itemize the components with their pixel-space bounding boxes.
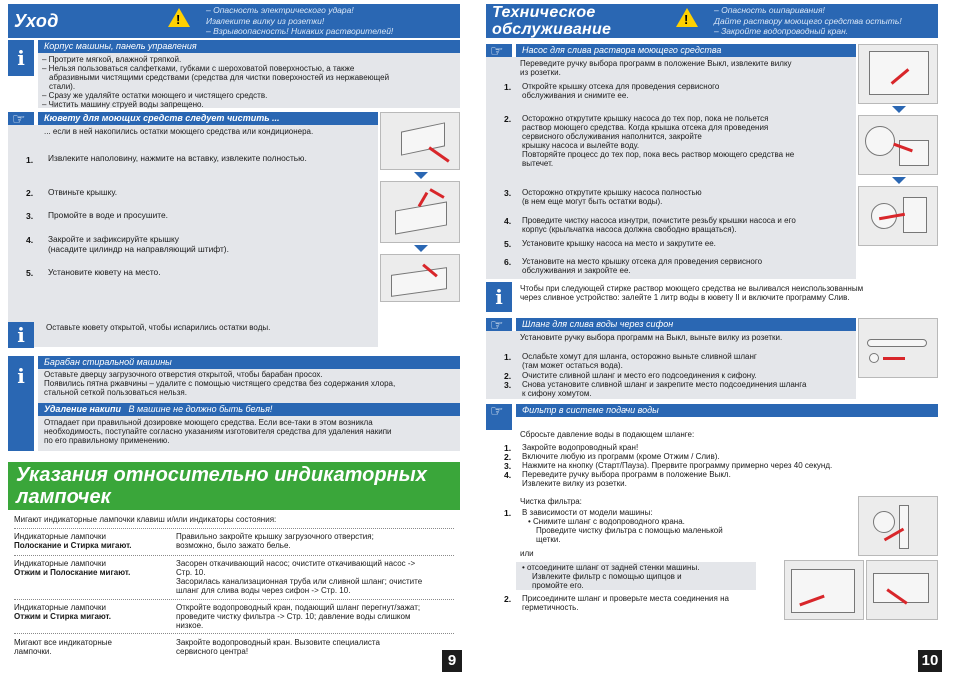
warning-text: – Опасность ошпаривания! Дайте раствору моющего средства остыть! – Закройте водопроводный кран.: [714, 5, 902, 36]
section-bar-body: Корпус машины, панель управления: [38, 40, 460, 53]
drawer-intro: ... если в ней накопились остатки моющего средства или кондиционера.: [44, 127, 314, 136]
drawer-illustration-3: [380, 254, 460, 302]
step-text: Осторожно открутите крышку насоса полностью (в нем еще могут быть остатки воды).: [522, 188, 702, 206]
step-number: 2.: [504, 594, 512, 604]
filter-illustration-3: [866, 560, 938, 620]
step-text: Извлеките наполовину, нажмите на вставку, извлеките полностью.: [48, 153, 307, 163]
step-number: 4.: [504, 470, 512, 480]
care-header: [8, 4, 460, 38]
step-number: 5.: [26, 268, 34, 278]
warning-icon: [168, 8, 190, 27]
step-text: Извлеките вилку из розетки.: [522, 479, 627, 488]
descaling-text: Отпадает при правильной дозировке моющего средства. Если все-таки в этом возникла необходимость, поступайте согласно указаниям изготовителя средства для удаления накипи по его правильному применению.: [44, 418, 392, 445]
section-bar-drum: Барабан стиральной машины: [38, 356, 460, 369]
step-number: 1.: [504, 82, 512, 92]
page-title: Техническое обслуживание: [492, 4, 612, 38]
pump-illustration-1: [858, 44, 938, 104]
step-number: 3.: [26, 211, 34, 221]
info-icon: i: [8, 322, 34, 348]
step-text: Переведите ручку выбора программ в положение Выкл.: [522, 470, 731, 479]
page-gutter: [470, 0, 484, 675]
indicators-intro: Мигают индикаторные лампочки клавиш и/или индикаторы состояния:: [14, 515, 277, 524]
filter-intro: Сбросьте давление воды в подающем шланге:: [520, 430, 695, 439]
step-text: Промойте в воде и просушите.: [48, 210, 168, 220]
step-text: Закройте водопроводный кран!: [522, 443, 639, 452]
table-cell-condition: Мигают все индикаторные лампочки.: [14, 638, 112, 656]
info-icon: i: [8, 40, 34, 76]
drawer-illustration-2: [380, 181, 460, 243]
filter-clean-title: Чистка фильтра:: [520, 497, 582, 506]
section-bar-filter: Фильтр в системе подачи воды: [516, 404, 938, 417]
step-text: Снова установите сливной шланг и закрепите место подсоединения шланга к сифону хомутом.: [522, 380, 807, 398]
step-text: Откройте крышку отсека для проведения сервисного обслуживания и снимите ее.: [522, 82, 720, 100]
warning-icon: [676, 8, 698, 27]
step-text: Ослабьте хомут для шланга, осторожно выньте сливной шланг (там может остаться вода).: [522, 352, 757, 370]
step-text: Включите любую из программ (кроме Отжим / Слив).: [522, 452, 720, 461]
arrow-down-icon: [892, 106, 906, 113]
table-cell-action: Откройте водопроводный кран, подающий шланг перегнут/зажат; проведите чистку фильтра -> Стр. 10; давление воды слишком низкое.: [176, 603, 421, 630]
step-text: • отсоедините шланг от задней стенки машины. Извлеките фильтр с помощью щипцов и промойте его.: [522, 563, 700, 590]
drawer-note: Оставьте кювету открытой, чтобы испарились остатки воды.: [46, 323, 271, 332]
step-number: 2.: [504, 452, 512, 462]
pump-note: Чтобы при следующей стирке раствор моющего средства не выливался неиспользованным через сливное устройство: залейте 1 литр воды в кювету II и включите программу Слив.: [520, 284, 864, 302]
step-text: (насадите цилиндр на направляющий штифт).: [48, 244, 229, 254]
step-number: 5.: [504, 239, 512, 249]
maintenance-header: [486, 4, 938, 38]
indicators-banner: Указания относительно индикаторных лампочек: [8, 462, 460, 510]
table-cell-condition: Индикаторные лампочки Отжим и Полоскание мигают.: [14, 559, 131, 577]
table-divider: [14, 528, 454, 529]
step-text: или: [520, 549, 534, 558]
pump-illustration-3: [858, 186, 938, 246]
hose-illustration: [858, 318, 938, 378]
drum-text: Оставьте дверцу загрузочного отверстия открытой, чтобы барабан просох. Появились пятна ржавчины – удалите с помощью чистящего средства без содержания хлора, стальной сеткой пользоваться нельзя.: [44, 370, 396, 397]
step-number: 1.: [504, 443, 512, 453]
step-number: 1.: [504, 508, 512, 518]
step-number: 4.: [504, 216, 512, 226]
table-divider: [14, 633, 454, 634]
page-title: Уход: [14, 11, 59, 31]
filter-illustration-1: [858, 496, 938, 556]
step-number: 6.: [504, 257, 512, 267]
step-text: Установите кювету на место.: [48, 267, 161, 277]
step-number: 3.: [504, 188, 512, 198]
step-text: Проведите чистку насоса изнутри, почистите резьбу крышки насоса и его корпус (крыльчатка насоса должна свободно вращаться).: [522, 216, 796, 234]
step-text: Установите на место крышку отсека для проведения сервисного обслуживания и закройте ее.: [522, 257, 763, 275]
table-divider: [14, 599, 454, 600]
page-number: 9: [442, 650, 462, 672]
step-text: Отвиньте крышку.: [48, 187, 118, 197]
step-text: Осторожно открутите крышку насоса до тех пор, пока не польется раствор моющего средства. Когда крышка отсека для проведения сервисного обслуживания наполнится, закройте крышку насоса и вылейте воду. Повторяйте процесс до тех пор, пока весь раствор моющего средства не вытечет.: [522, 114, 795, 168]
page-number: 10: [918, 650, 942, 672]
drawer-illustration-1: [380, 112, 460, 170]
body-care-text: – Протрите мягкой, влажной тряпкой. – Нельзя пользоваться салфетками, губками с шероховатой поверхностью, а также абразивными чистящими средствами (средства для чистки поверхностей из нержавеющей стали). – Сразу же удаляйте остатки моющего и чистящего средств. – Чистить машину струей воды запрещено.: [42, 55, 390, 109]
section-bar-hose: Шланг для слива воды через сифон: [516, 318, 856, 331]
section-bar-descaling: Удаление накипи В машине не должно быть белья!: [38, 403, 460, 416]
hand-pointer-icon: [486, 404, 512, 430]
step-number: 3.: [504, 380, 512, 390]
step-number: 3.: [504, 461, 512, 471]
filter-illustration-2: [784, 560, 864, 620]
table-cell-condition: Индикаторные лампочки Отжим и Стирка мигают.: [14, 603, 111, 621]
pump-illustration-2: [858, 115, 938, 175]
pump-intro: Переведите ручку выбора программ в положение Выкл, извлеките вилку из розетки.: [520, 59, 792, 77]
step-number: 2.: [504, 371, 512, 381]
info-icon: i: [8, 356, 34, 451]
step-text: В зависимости от модели машины: • Снимите шланг с водопроводного крана. Проведите чистку фильтра с помощью маленькой щетки.: [522, 508, 723, 544]
table-divider: [14, 555, 454, 556]
table-cell-condition: Индикаторные лампочки Полоскание и Стирка мигают.: [14, 532, 132, 550]
step-text: Установите крышку насоса на место и закрутите ее.: [522, 239, 716, 248]
arrow-down-icon: [414, 172, 428, 179]
arrow-down-icon: [414, 245, 428, 252]
step-text: Нажмите на кнопку (Старт/Пауза). Прервите программу примерно через 40 секунд.: [522, 461, 833, 470]
table-cell-action: Правильно закройте крышку загрузочного отверстия; возможно, было зажато белье.: [176, 532, 374, 550]
warning-text: – Опасность электрического удара! Извлеките вилку из розетки! – Взрывоопасность! Никаких растворителей!: [206, 5, 394, 36]
section-bar-pump: Насос для слива раствора моющего средства: [516, 44, 856, 57]
table-cell-action: Закройте водопроводный кран. Вызовите специалиста сервисного центра!: [176, 638, 380, 656]
section-bar-drawer: Кювету для моющих средств следует чистить ...: [38, 112, 378, 125]
step-text: Закройте и зафиксируйте крышку: [48, 234, 179, 244]
step-text: Очистите сливной шланг и место его подсоединения к сифону.: [522, 371, 757, 380]
step-text: Присоедините шланг и проверьте места соединения на герметичность.: [522, 594, 729, 612]
step-number: 4.: [26, 235, 34, 245]
step-number: 2.: [504, 114, 512, 124]
step-number: 1.: [26, 155, 34, 165]
info-icon: i: [486, 282, 512, 312]
hose-intro: Установите ручку выбора программ на Выкл, выньте вилку из розетки.: [520, 333, 783, 342]
step-number: 2.: [26, 188, 34, 198]
table-cell-action: Засорен откачивающий насос; очистите откачивающий насос -> Стр. 10. Засорилась канализационная труба или сливной шланг; очистите шланг для слива воды через сифон -> Стр. 10.: [176, 559, 423, 595]
arrow-down-icon: [892, 177, 906, 184]
step-number: 1.: [504, 352, 512, 362]
left-page: [0, 0, 470, 675]
right-page: [484, 0, 954, 675]
